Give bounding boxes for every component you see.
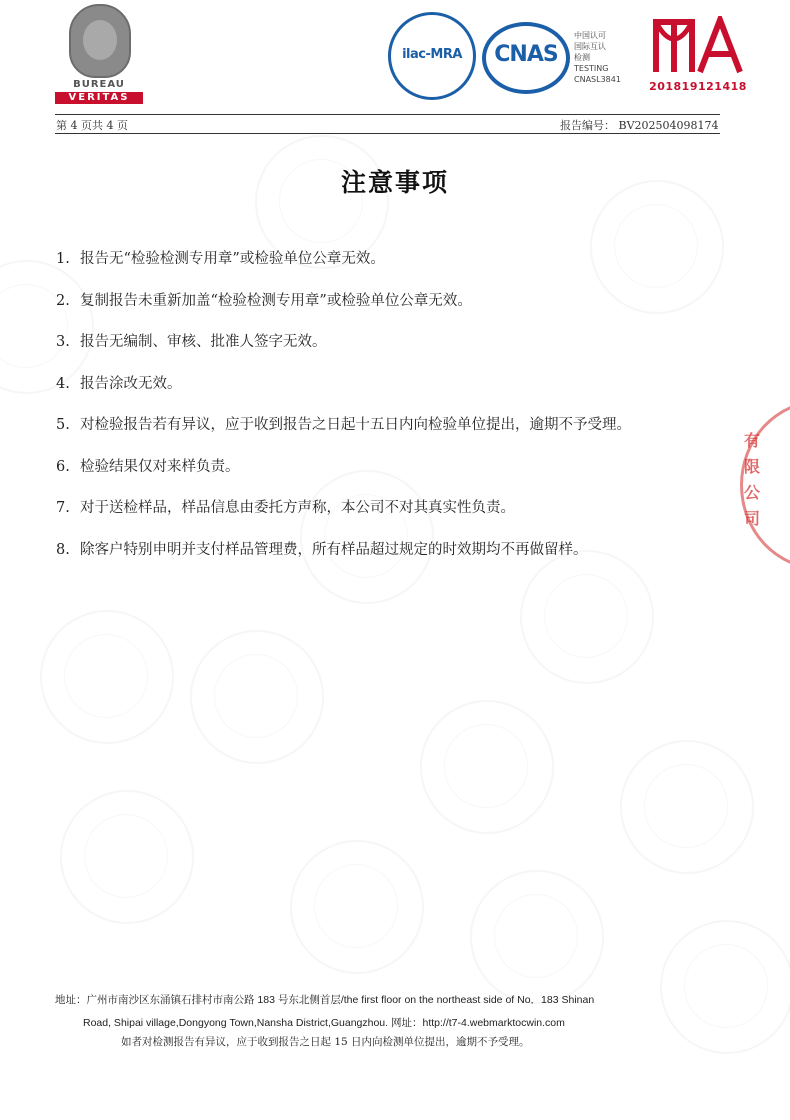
- watermark-seal: [40, 610, 174, 744]
- watermark-seal: [470, 870, 604, 1004]
- note-text: 检验结果仅对来样负责。: [80, 458, 240, 475]
- company-stamp: [740, 400, 790, 570]
- note-item: [56, 331, 746, 373]
- cnas-info-line: 检测: [574, 53, 590, 62]
- footer-address: 地址：广州市南沙区东涌镇石排村市南公路 183 号东北侧首层/the first floor on the northeast side of No．183 Shinan: [55, 994, 595, 1006]
- note-text: 对检验报告若有异议，应于收到报告之日起十五日内向检验单位提出，逾期不予受理。: [80, 417, 631, 433]
- watermark-seal: [620, 740, 754, 874]
- footer-objection-note: 如者对检测报告有异议，应于收到报告之日起 15 日内向检测单位提出，逾期不予受理。: [121, 1036, 530, 1048]
- note-item: [56, 497, 746, 539]
- note-item: [56, 248, 746, 290]
- cma-number: 201819121418: [649, 80, 747, 93]
- note-text: 报告无编制、审核、批准人签字无效。: [80, 334, 327, 350]
- watermark-seal: [60, 790, 194, 924]
- note-number: 5.: [56, 417, 70, 433]
- note-item: [56, 456, 746, 498]
- cnas-mark-text: CNAS: [494, 42, 558, 67]
- note-text: 除客户特别申明并支付样品管理费，所有样品超过规定的时效期均不再做留样。: [80, 541, 588, 558]
- note-number: 1.: [56, 251, 70, 267]
- watermark-seal: [660, 920, 790, 1054]
- bureau-veritas-logo: [55, 4, 145, 102]
- note-number: 4.: [56, 375, 70, 392]
- page-title: 注意事项: [340, 168, 449, 197]
- bv-seal-icon: [69, 4, 131, 78]
- cnas-info-line: 国际互认: [574, 42, 606, 51]
- ilac-mra-logo: [388, 12, 476, 100]
- note-text: 报告无“检验检测专用章”或检验单位公章无效。: [80, 251, 385, 267]
- note-item: [56, 290, 746, 332]
- header-rule: [55, 133, 720, 134]
- note-text: 对于送检样品，样品信息由委托方声称，本公司不对其真实性负责。: [80, 500, 515, 516]
- note-item: [56, 539, 746, 581]
- note-number: 2.: [56, 292, 70, 309]
- cnas-info-line: 中国认可: [574, 31, 606, 40]
- watermark-seal: [190, 630, 324, 764]
- header-rule: [55, 114, 720, 115]
- cnas-info: [574, 30, 654, 85]
- note-number: 6.: [56, 458, 70, 475]
- cnas-logo: [482, 22, 570, 94]
- note-text: 报告涂改无效。: [80, 375, 182, 392]
- report-number: 报告编号： BV202504098174: [560, 119, 719, 132]
- note-item: [56, 414, 746, 456]
- page-number: 第 4 页共 4 页: [56, 119, 128, 132]
- watermark-seal: [290, 840, 424, 974]
- footer-address-cont: Road, Shipai village,Dongyong Town,Nansha District,Guangzhou. 网址：http://t7-4.webmarktocwin.com: [83, 1017, 565, 1029]
- note-item: [56, 373, 746, 415]
- cma-mark-icon: [652, 16, 744, 74]
- note-text: 复制报告未重新加盖“检验检测专用章”或检验单位公章无效。: [80, 292, 472, 309]
- stamp-text: 有限公司: [744, 431, 761, 528]
- bv-logo-line2: VERITAS: [55, 92, 143, 104]
- notes-list: [56, 248, 746, 580]
- cnas-info-line: TESTING: [574, 64, 609, 73]
- bv-logo-line1: BUREAU: [73, 79, 125, 90]
- cnas-info-line: CNASL3841: [574, 75, 621, 84]
- watermark-seal: [420, 700, 554, 834]
- note-number: 8.: [56, 541, 70, 558]
- note-number: 7.: [56, 500, 70, 516]
- note-number: 3.: [56, 334, 70, 350]
- cma-logo: [648, 14, 748, 96]
- ilac-mra-text: ilac-MRA: [402, 47, 462, 62]
